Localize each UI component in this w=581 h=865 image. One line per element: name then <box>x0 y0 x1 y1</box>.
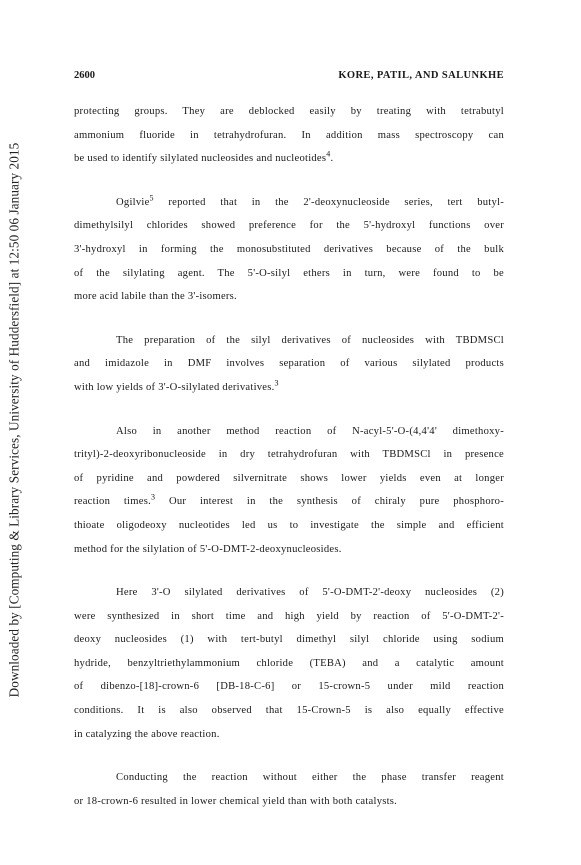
paragraph-gap <box>74 561 504 581</box>
reference-superscript: 3 <box>150 492 156 502</box>
line-text: 3'-hydroxyl in forming the monosubstituted derivatives because of the bulk <box>74 243 504 255</box>
paragraph <box>74 100 504 171</box>
line-text: Ogilvie <box>116 196 150 208</box>
paragraph-gap <box>74 309 504 329</box>
text-line <box>74 147 504 171</box>
page-header <box>74 70 504 86</box>
text-line <box>74 443 504 467</box>
text-line <box>74 538 504 562</box>
line-text: with low yields of 3'-O-silylated derivatives. <box>74 381 275 393</box>
text-line <box>74 191 504 215</box>
line-text: and imidazole in DMF involves separation of various silylated products <box>74 358 504 370</box>
text-line <box>74 352 504 376</box>
line-text: trityl)-2-deoxyribonucleoside in dry tetrahydrofuran with TBDMSCl in presence <box>74 449 504 461</box>
text-line <box>74 124 504 148</box>
line-text: Conducting the reaction without either the phase transfer reagent <box>116 772 504 784</box>
paragraph <box>74 191 504 309</box>
line-text: conditions. It is also observed that 15-Crown-5 is also equally effective <box>74 705 504 717</box>
text-line <box>74 329 504 353</box>
line-text: of dibenzo-[18]-crown-6 [DB-18-C-6] or 15-crown-5 under mild reaction <box>74 681 504 693</box>
reference-superscript: 3 <box>274 378 279 388</box>
paragraph-gap <box>74 171 504 191</box>
paragraph-gap <box>74 746 504 766</box>
line-text: dimethylsilyl chlorides showed preference for the 5'-hydroxyl functions over <box>74 220 504 232</box>
line-text: deoxy nucleosides (1) with tert-butyl dimethyl silyl chloride using sodium <box>74 634 504 646</box>
paragraph <box>74 329 504 400</box>
text-line <box>74 723 504 747</box>
text-line <box>74 699 504 723</box>
text-line <box>74 262 504 286</box>
text-line <box>74 652 504 676</box>
line-text: The preparation of the silyl derivatives of nucleosides with TBDMSCl <box>116 334 504 346</box>
line-text: Here 3'-O silylated derivatives of 5'-O-DMT-2'-deoxy nucleosides (2) <box>116 587 504 599</box>
line-text: thioate oligodeoxy nucleotides led us to investigate the simple and efficient <box>74 519 504 531</box>
text-line <box>74 467 504 491</box>
text-line <box>74 285 504 309</box>
paragraph <box>74 581 504 746</box>
text-line <box>74 790 504 814</box>
text-line <box>74 605 504 629</box>
body-text <box>74 100 504 813</box>
running-head: KORE, PATIL, AND SALUNKHE <box>338 70 504 81</box>
text-line <box>74 376 504 400</box>
text-line <box>74 490 504 514</box>
line-tail: reported that in the 2'-deoxynucleoside series, tert butyl- <box>153 196 504 208</box>
line-text: method for the silylation of 5'-O-DMT-2-deoxynucleosides. <box>74 543 342 555</box>
download-watermark-text: Downloaded by [Computing & Library Services, University of Huddersfield] at 12:50 06 January 2015 <box>6 142 21 698</box>
text-line <box>74 238 504 262</box>
text-line <box>74 675 504 699</box>
line-tail: . <box>330 153 334 165</box>
line-text: be used to identify silylated nucleosides and nucleotides <box>74 153 327 165</box>
paragraph <box>74 420 504 562</box>
line-text: were synthesized in short time and high yield by reaction of 5'-O-DMT-2'- <box>74 610 504 622</box>
line-text: reaction times. <box>74 496 151 508</box>
paragraph-gap <box>74 400 504 420</box>
page-number: 2600 <box>74 70 95 81</box>
text-line <box>74 581 504 605</box>
text-line <box>74 420 504 444</box>
line-text: in catalyzing the above reaction. <box>74 728 220 740</box>
line-text: Also in another method reaction of N-acyl-5'-O-(4,4'4' dimethoxy- <box>116 425 504 437</box>
text-line <box>74 214 504 238</box>
line-text: more acid labile than the 3'-isomers. <box>74 291 237 303</box>
text-line <box>74 100 504 124</box>
line-text: ammonium fluoride in tetrahydrofuran. In addition mass spectroscopy can <box>74 129 504 141</box>
paragraph <box>74 766 504 813</box>
line-text: or 18-crown-6 resulted in lower chemical yield than with both catalysts. <box>74 795 398 807</box>
download-watermark <box>2 100 26 740</box>
line-text: of the silylating agent. The 5'-O-silyl ethers in turn, were found to be <box>74 267 504 279</box>
line-tail: Our interest in the synthesis of chiraly pure phosphoro- <box>155 496 504 508</box>
reference-superscript: 4 <box>326 149 331 159</box>
line-text: protecting groups. They are deblocked easily by treating with tetrabutyl <box>74 106 504 117</box>
reference-superscript: 5 <box>149 193 154 203</box>
line-text: of pyridine and powdered silvernitrate shows lower yields even at longer <box>74 472 504 484</box>
text-line <box>74 514 504 538</box>
text-line <box>74 766 504 790</box>
line-text: hydride, benzyltriethylammonium chloride (TEBA) and a catalytic amount <box>74 657 504 669</box>
text-line <box>74 628 504 652</box>
